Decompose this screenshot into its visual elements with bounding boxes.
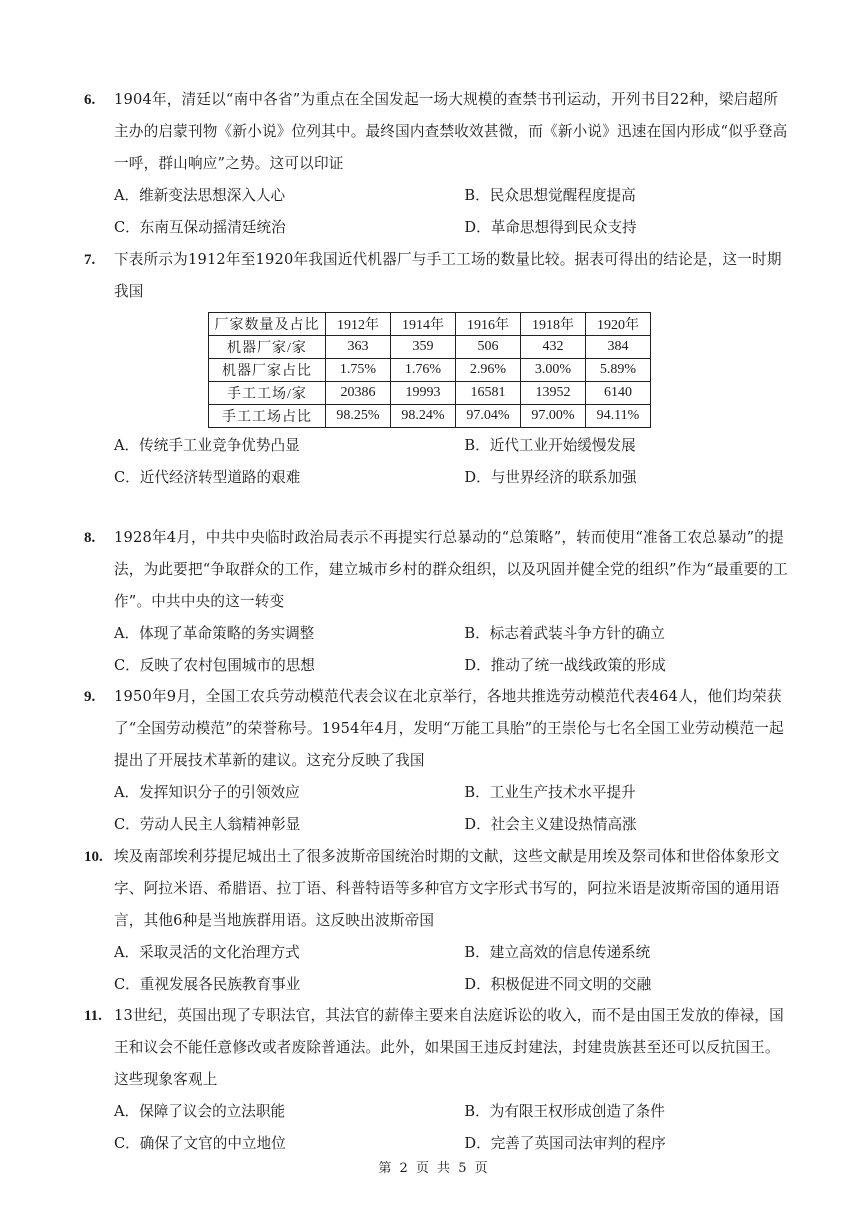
option-b[interactable]: B．民众思想觉醒程度提高: [464, 187, 636, 204]
table-cell: 432: [521, 336, 586, 359]
table-header-cell: 1914年: [391, 313, 456, 336]
option-b[interactable]: B．近代工业开始缓慢发展: [464, 437, 636, 454]
question-number: 7.: [84, 252, 96, 268]
option-d[interactable]: D．社会主义建设热情高涨: [464, 816, 637, 833]
table-header-cell: 1920年: [586, 313, 651, 336]
table-cell: 1.76%: [391, 359, 456, 382]
options: [114, 430, 788, 494]
table-row: [209, 336, 651, 359]
option-a[interactable]: A．发挥知识分子的引领效应: [114, 784, 300, 801]
question-stem: 13世纪，英国出现了专职法官，其法官的薪俸主要来自法庭诉讼的收入，而不是由国王发放的俸禄，国王和议会不能任意修改或者废除普通法。此外，如果国王违反封建法，封建贵族甚至还可以反抗国王。这些现象客观上: [114, 1007, 784, 1088]
question-number: 6.: [84, 92, 96, 108]
table-cell: 97.04%: [456, 405, 521, 428]
factory-table: [208, 312, 651, 428]
question-11: [84, 1000, 788, 1160]
table-header-cell: 1918年: [521, 313, 586, 336]
table-cell: 机器厂家占比: [209, 359, 326, 382]
table-cell: 97.00%: [521, 405, 586, 428]
option-d[interactable]: D．与世界经济的联系加强: [464, 469, 637, 486]
option-a[interactable]: A．体现了革命策略的务实调整: [114, 625, 315, 642]
option-d[interactable]: D．积极促进不同文明的交融: [464, 976, 652, 993]
table-cell: 363: [326, 336, 391, 359]
table-cell: 13952: [521, 382, 586, 405]
option-b[interactable]: B．建立高效的信息传递系统: [464, 944, 651, 961]
table-row: [209, 359, 651, 382]
question-7: [84, 244, 788, 494]
table-cell: 机器厂家/家: [209, 336, 326, 359]
option-b[interactable]: B．标志着武装斗争方针的确立: [464, 625, 665, 642]
question-stem: 下表所示为1912年至1920年我国近代机器厂与手工工场的数量比较。据表可得出的结论是，这一时期我国: [114, 251, 782, 300]
option-c[interactable]: C．反映了农村包围城市的思想: [114, 657, 315, 674]
option-c[interactable]: C．确保了文官的中立地位: [114, 1135, 286, 1152]
option-c[interactable]: C．劳动人民主人翁精神彰显: [114, 816, 301, 833]
question-8: [84, 522, 788, 682]
question-number: 11.: [84, 1008, 102, 1024]
table-cell: 手工工场/家: [209, 382, 326, 405]
table-cell: 384: [586, 336, 651, 359]
table-cell: 3.00%: [521, 359, 586, 382]
options: [114, 937, 788, 1001]
question-6: [84, 84, 788, 244]
question-number: 9.: [84, 689, 96, 705]
table-cell: 1.75%: [326, 359, 391, 382]
question-10: [84, 841, 788, 1001]
table-header-cell: 1912年: [326, 313, 391, 336]
table-header-cell: 1916年: [456, 313, 521, 336]
option-d[interactable]: D．推动了统一战线政策的形成: [464, 657, 666, 674]
table-header-cell: 厂家数量及占比: [209, 313, 326, 336]
question-number: 8.: [84, 530, 96, 546]
table-header-row: [209, 313, 651, 336]
option-a[interactable]: A．维新变法思想深入人心: [114, 187, 286, 204]
page-footer: 第 2 页 共 5 页: [378, 1161, 490, 1176]
option-a[interactable]: A．采取灵活的文化治理方式: [114, 944, 300, 961]
option-c[interactable]: C．近代经济转型道路的艰难: [114, 469, 301, 486]
question-stem: 1904年，清廷以“南中各省”为重点在全国发起一场大规模的查禁书刊运动，开列书目22种，梁启超所主办的启蒙刊物《新小说》位列其中。最终国内查禁收效甚微，而《新小说》迅速在国内形成“似乎登高一呼，群山响应”之势。这可以印证: [114, 91, 788, 172]
options: [114, 618, 788, 682]
options: [114, 1096, 788, 1160]
table-row: [209, 405, 651, 428]
table-cell: 20386: [326, 382, 391, 405]
table-cell: 2.96%: [456, 359, 521, 382]
table-cell: 6140: [586, 382, 651, 405]
table-cell: 94.11%: [586, 405, 651, 428]
table-cell: 5.89%: [586, 359, 651, 382]
table-row: [209, 382, 651, 405]
option-d[interactable]: D．革命思想得到民众支持: [464, 219, 637, 236]
question-9: [84, 681, 788, 841]
question-number: 10.: [84, 849, 103, 865]
option-a[interactable]: A．保障了议会的立法职能: [114, 1103, 286, 1120]
option-c[interactable]: C．重视发展各民族教育事业: [114, 976, 301, 993]
option-a[interactable]: A．传统手工业竞争优势凸显: [114, 437, 300, 454]
table-cell: 506: [456, 336, 521, 359]
table-cell: 手工工场占比: [209, 405, 326, 428]
table-cell: 359: [391, 336, 456, 359]
table-cell: 98.24%: [391, 405, 456, 428]
table-cell: 16581: [456, 382, 521, 405]
question-stem: 1950年9月，全国工农兵劳动模范代表会议在北京举行，各地共推选劳动模范代表464人，他们均荣获了“全国劳动模范”的荣誉称号。1954年4月，发明“万能工具胎”的王崇伦与七名全国工业劳动模范一起提出了开展技术革新的建议。这充分反映了我国: [114, 688, 784, 769]
option-b[interactable]: B．工业生产技术水平提升: [464, 784, 636, 801]
table-cell: 19993: [391, 382, 456, 405]
options: [114, 180, 788, 244]
options: [114, 777, 788, 841]
question-stem: 1928年4月，中共中央临时政治局表示不再提实行总暴动的“总策略”，转而使用“准备工农总暴动”的提法，为此要把“争取群众的工作，建立城市乡村的群众组织，以及巩固并健全党的组织”作为“最重要的工作”。中共中央的这一转变: [114, 529, 788, 610]
option-d[interactable]: D．完善了英国司法审判的程序: [464, 1135, 666, 1152]
option-b[interactable]: B．为有限王权形成创造了条件: [464, 1103, 665, 1120]
question-stem: 埃及南部埃利芬提尼城出土了很多波斯帝国统治时期的文献，这些文献是用埃及祭司体和世俗体象形文字、阿拉米语、希腊语、拉丁语、科普特语等多种官方文字形式书写的，阿拉米语是波斯帝国的通用语言，其他6种是当地族群用语。这反映出波斯帝国: [114, 848, 780, 929]
option-c[interactable]: C．东南互保动摇清廷统治: [114, 219, 286, 236]
table-cell: 98.25%: [326, 405, 391, 428]
